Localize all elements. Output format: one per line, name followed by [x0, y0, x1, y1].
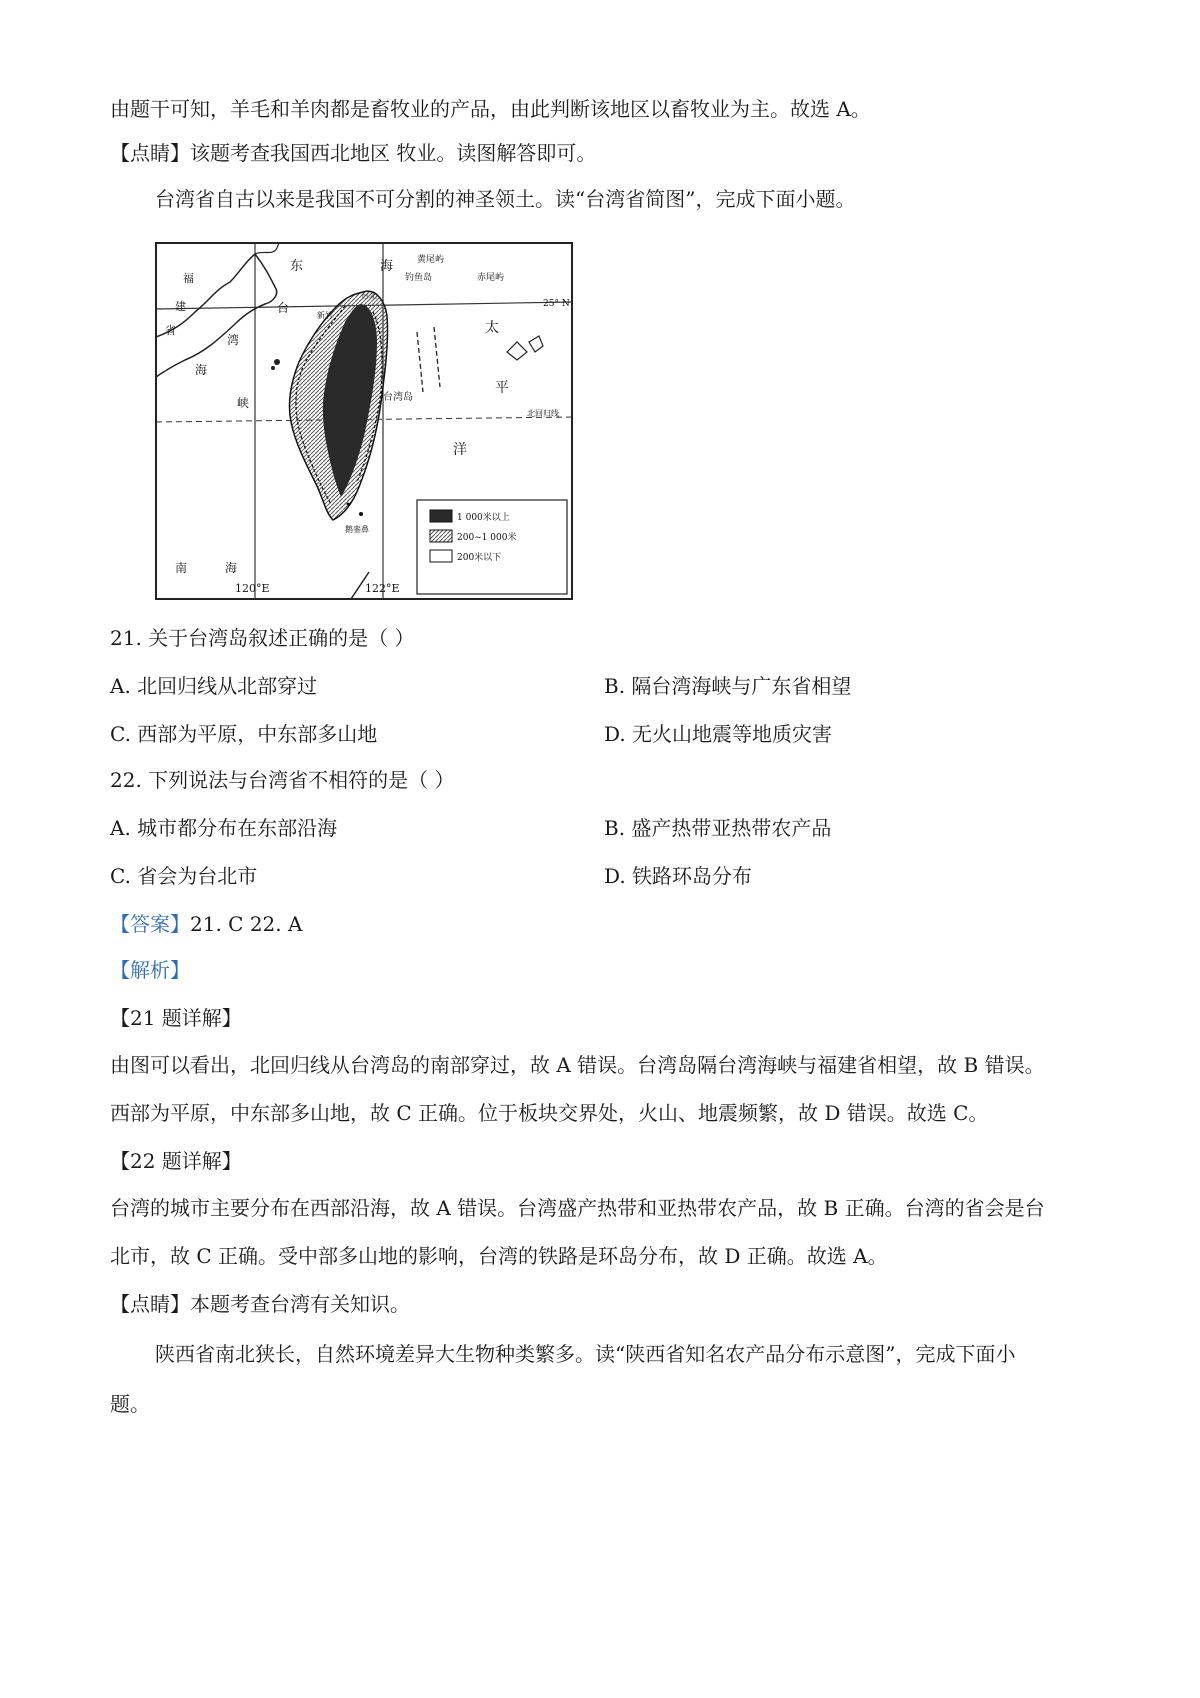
detail-21-line: 西部为平原，中东部多山地，故 C 正确。位于板块交界处，火山、地震频繁，故 D 错误。故选 C。: [110, 1101, 989, 1125]
map-label: 省: [165, 324, 176, 337]
question-intro: 台湾省自古以来是我国不可分割的神圣领土。读“台湾省简图”，完成下面小题。: [155, 187, 856, 211]
map-label: 峡: [237, 396, 250, 410]
map-label: 福: [183, 272, 194, 285]
detail-22-line: 台湾的城市主要分布在西部沿海，故 A 错误。台湾盛产热带和亚热带农产品，故 B 正确。台湾的省会是台: [110, 1196, 1045, 1220]
q22-option-d: D. 铁路环岛分布: [604, 864, 753, 888]
q22-option-a: A. 城市都分布在东部沿海: [110, 816, 338, 840]
map-label: 东: [290, 259, 304, 274]
legend-label: 1 000米以上: [457, 513, 510, 523]
detail-22-line: 北市，故 C 正确。受中部多山地的影响，台湾的铁路是环岛分布，故 D 正确。故选 A。: [110, 1244, 888, 1268]
map-label: 25° N: [543, 299, 570, 309]
tip-line: 【点睛】本题考查台湾有关知识。: [110, 1292, 410, 1316]
map-label: 120°E: [235, 582, 270, 595]
legend-swatch-low: [430, 550, 452, 562]
detail-22-title: 【22 题详解】: [110, 1149, 242, 1173]
map-label: 海: [195, 363, 208, 377]
map-label: 北回归线: [527, 409, 559, 418]
legend-label: 200米以下: [457, 553, 502, 563]
next-question-intro: 陕西省南北狭长，自然环境差异大生物种类繁多。读“陕西省知名农产品分布示意图”，完成下面小: [155, 1342, 1016, 1366]
question-21-stem: 21. 关于台湾岛叙述正确的是（ ）: [110, 626, 415, 650]
green-island: [359, 512, 363, 516]
map-label: 新竹: [317, 311, 333, 320]
q21-option-c: C. 西部为平原，中东部多山地: [110, 722, 378, 746]
map-label: 鹅銮鼻: [345, 525, 369, 534]
map-label: 台: [277, 301, 290, 315]
taiwan-map: [155, 242, 573, 600]
q21-option-b: B. 隔台湾海峡与广东省相望: [604, 674, 852, 698]
q21-option-a: A. 北回归线从北部穿过: [110, 674, 318, 698]
map-label: 赤尾屿: [477, 273, 505, 283]
map-label: 太: [485, 320, 499, 336]
legend-label: 200~1 000米: [457, 533, 517, 543]
q21-option-d: D. 无火山地震等地质灾害: [604, 722, 833, 746]
detail-21-line: 由图可以看出，北回归线从台湾岛的南部穿过，故 A 错误。台湾岛隔台湾海峡与福建省相望，故 B 错误。: [110, 1053, 1045, 1077]
map-label: 黄尾屿: [417, 255, 445, 265]
text-line: 由题干可知，羊毛和羊肉都是畜牧业的产品，由此判断该地区以畜牧业为主。故选 A。: [110, 97, 871, 121]
answer-text: 21. C 22. A: [190, 912, 303, 936]
answer-line: [110, 911, 302, 937]
orchid-island: [347, 503, 350, 506]
legend-swatch-mid: [430, 530, 452, 542]
map-legend: [417, 500, 567, 594]
question-22-stem: 22. 下列说法与台湾省不相符的是（ ）: [110, 768, 455, 792]
q22-option-b: B. 盛产热带亚热带农产品: [604, 816, 832, 840]
map-label: 海: [225, 561, 238, 575]
map-label: 湾: [227, 333, 240, 347]
map-label: 122°E: [365, 582, 400, 595]
map-label: 建: [175, 300, 186, 313]
map-label: 钓鱼岛: [405, 273, 433, 283]
next-question-intro: 题。: [110, 1392, 150, 1416]
map-label: 平: [495, 380, 509, 396]
penghu-islands: [274, 359, 280, 365]
map-label: 南: [175, 561, 188, 575]
answer-label: 【答案】: [110, 912, 190, 936]
tip-line: 【点睛】该题考查我国西北地区 牧业。读图解答即可。: [110, 141, 597, 165]
legend-swatch-high: [430, 510, 452, 522]
penghu-islands: [271, 366, 275, 370]
map-label: 台北: [361, 291, 377, 300]
q22-option-c: C. 省会为台北市: [110, 864, 258, 888]
map-label: 海: [380, 259, 394, 274]
map-label: 洋: [453, 442, 467, 458]
map-label: 台湾岛: [383, 392, 413, 403]
detail-21-title: 【21 题详解】: [110, 1006, 242, 1030]
analysis-label: 【解析】: [110, 958, 190, 982]
